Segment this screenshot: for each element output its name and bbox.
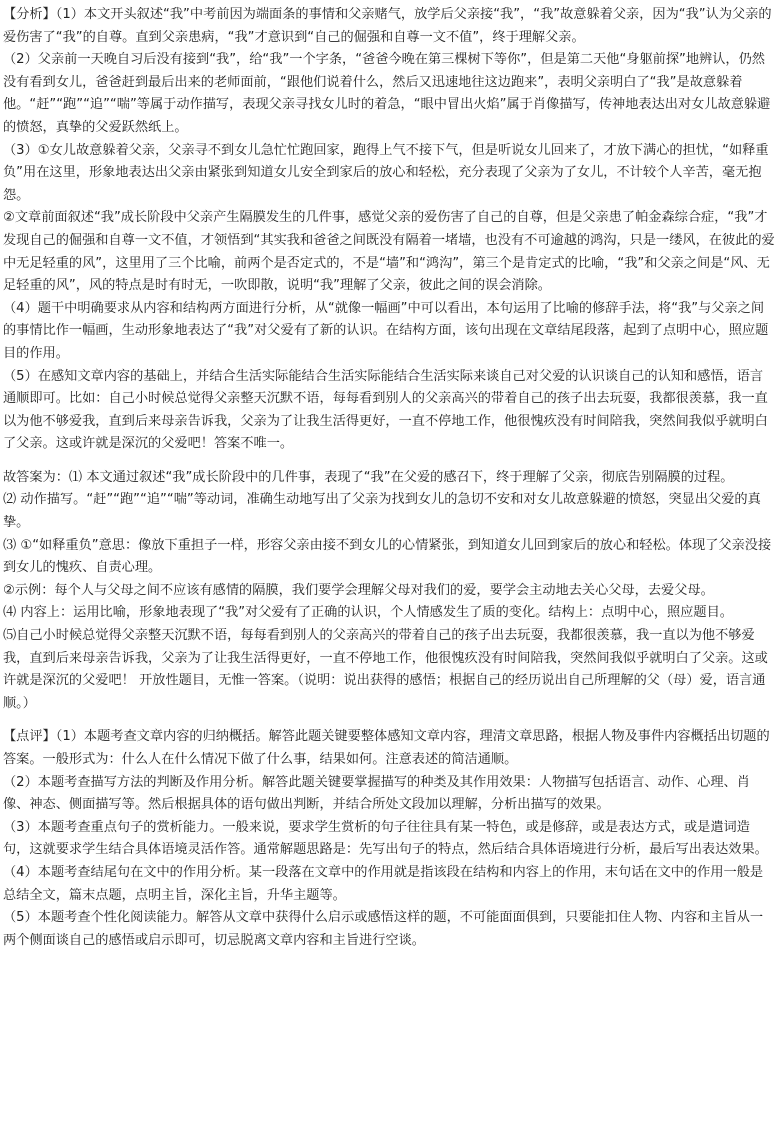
answer-item-2: ⑵ 动作描写。“赶”“跑”“追”“喘”等动词，准确生动地写出了父亲为找到女儿的急切不安和对女儿故意躲避的愤怒，突显出父爱的真挚。 <box>3 492 761 531</box>
comment-item-5: （5）本题考查个性化阅读能力。解答从文章中获得什么启示或感悟这样的题，不可能面面俱到，只要能扣住人物、内容和主旨从一两个侧面谈自己的感悟或启示即可，切忌脱离文章内容和主旨进行空谈。 <box>3 910 764 948</box>
answer-section <box>3 467 776 716</box>
answer-item-3-part-1: ⑶ ①“如释重负”意思：像放下重担子一样，形容父亲由接不到女儿的心情紧张，到知道女儿回到家后的放心和轻松。体现了父亲没接到女儿的愧疚、自责心理。 <box>3 537 772 576</box>
comment-item-3: （3）本题考查重点句子的赏析能力。一般来说，要求学生赏析的句子往往具有某一特色，或是修辞，或是表达方式，或是遣词造句，这就要求学生结合具体语境灵活作答。通常解题思路是：先写出句子的特点，然后结合具体语境进行分析，最后写出表达效果。 <box>3 819 768 858</box>
analysis-intro-paragraph: 【分析】（1）本文开头叙述“我”中考前因为端面条的事情和父亲赌气，放学后父亲接“我”，“我”故意躲着父亲，因为“我”认为父亲的爱伤害了“我”的自尊。直到父亲患病，“我”才意识到“自己的倔强和自尊一文不值”，终于理解父亲。 <box>3 7 772 45</box>
analysis-item-3-part-2: ②文章前面叙述“我”成长阶段中父亲产生隔膜发生的几件事，感觉父亲的爱伤害了自己的自尊，但是父亲患了帕金森综合症，“我”才发现自己的倔强和自尊一文不值，才领悟到“其实我和爸爸之间既没有隔着一堵墙，也没有不可逾越的鸿沟，只是一缕风，在彼此的爱中无足轻重的风”，这里用了三个比喻，前两个是否定式的，不是“墙”和“鸿沟”，第三个是肯定式的比喻，“我”和父亲之间是“风、无足轻重的风”，风的特点是时有时无，一吹即散，说明“我”理解了父亲，彼此之间的误会消除。 <box>3 210 775 294</box>
analysis-section <box>3 4 776 456</box>
comment-section <box>3 726 776 952</box>
analysis-item-5: （5）在感知文章内容的基础上，并结合生活实际能结合生活实际能结合生活实际来谈自己对父爱的认识谈自己的认知和感悟，语言通顺即可。比如：自己小时候总觉得父亲整天沉默不语，每每看到别人的父亲高兴的带着自己的孩子出去玩耍，我都很羡慕，我一直以为他不够爱我，直到后来母亲告诉我，父亲为了让我生活得更好，一直不停地工作，他很愧疚没有时间陪我，突然间我似乎就明白了父亲。这或许就是深沉的父爱吧！答案不唯一。 <box>3 368 768 452</box>
comment-item-1: 【点评】（1）本题考查文章内容的归纳概括。解答此题关键要整体感知文章内容，理清文章思路，根据人物及事件内容概括出切题的答案。一般形式为：什么人在什么情况下做了什么事，结果如何。注意表述的简洁通顺。 <box>3 729 770 767</box>
answer-item-3-part-2: ②示例：每个人与父母之间不应该有感情的隔膜，我们要学会理解父母对我们的爱，要学会主动地去关心父母，去爱父母。 <box>3 582 714 598</box>
analysis-item-4: （4）题干中明确要求从内容和结构两方面进行分析，从“就像一幅画”中可以看出，本句运用了比喻的修辞手法，将“我”与父亲之间的事情比作一幅画，生动形象地表达了“我”对父爱有了新的认识。在结构方面，该句出现在文章结尾段落，起到了点明中心，照应题目的作用。 <box>3 300 769 361</box>
analysis-item-2: （2）父亲前一天晚自习后没有接到“我”，给“我”一个字条，“爸爸今晚在第三棵树下等你”，但是第二天他“身躯前探”地辨认，仍然没有看到女儿，爸爸赶到最后出来的老师面前，“跟他们说着什么，然后又迅速地往这边跑来”，表明父亲明白了“我”是故意躲着他。“赶”“跑”“追”“喘”等属于动作描写，表现父亲寻找女儿时的着急，“眼中冒出火焰”属于肖像描写，传神地表达出对女儿故意躲避的愤怒，真挚的父爱跃然纸上。 <box>3 52 771 135</box>
answer-item-5: ⑸自己小时候总觉得父亲整天沉默不语，每每看到别人的父亲高兴的带着自己的孩子出去玩耍，我都很羡慕，我一直以为他不够爱我，直到后来母亲告诉我，父亲为了让我生活得更好，一直不停地工作，他很愧疚没有时间陪我，突然间我似乎就明白了父亲。这或许就是深沉的父爱吧！ 开放性题目，无惟一答案。（说明：说出获得的感悟；根据自己的经历说出自己所理解的父（母）爱，语言通顺。） <box>3 628 768 711</box>
answer-item-4: ⑷ 内容上：运用比喻，形象地表现了“我”对父爱有了正确的认识，个人情感发生了质的变化。结构上：点明中心，照应题目。 <box>3 605 733 621</box>
comment-item-2: （2）本题考查描写方法的判断及作用分析。解答此题关键要掌握描写的种类及其作用效果：人物描写包括语言、动作、心理、肖像、神态、侧面描写等。然后根据具体的语句做出判断，并结合所处文段加以理解，分析出描写的效果。 <box>3 774 750 813</box>
section-spacer <box>3 456 776 467</box>
answer-item-1: 故答案为：⑴ 本文通过叙述“我”成长阶段中的几件事，表现了“我”在父爱的感召下，终于理解了父亲，彻底告别隔膜的过程。 <box>3 469 734 485</box>
analysis-item-3-part-1: （3）①女儿故意躲着父亲，父亲寻不到女儿急忙忙跑回家，跑得上气不接下气，但是听说女儿回来了，才放下满心的担忧，“如释重负”用在这里，形象地表达出父亲由紧张到知道女儿安全到家后的放心和轻松，充分表现了父亲为了女儿，不计较个人辛苦，毫无抱怨。 <box>3 142 769 203</box>
comment-item-4: （4）本题考查结尾句在文中的作用分析。某一段落在文章中的作用就是指该段在结构和内容上的作用，末句话在文中的作用一般是总结全文，篇末点题，点明主旨，深化主旨，升华主题等。 <box>3 864 764 903</box>
section-spacer <box>3 715 776 726</box>
